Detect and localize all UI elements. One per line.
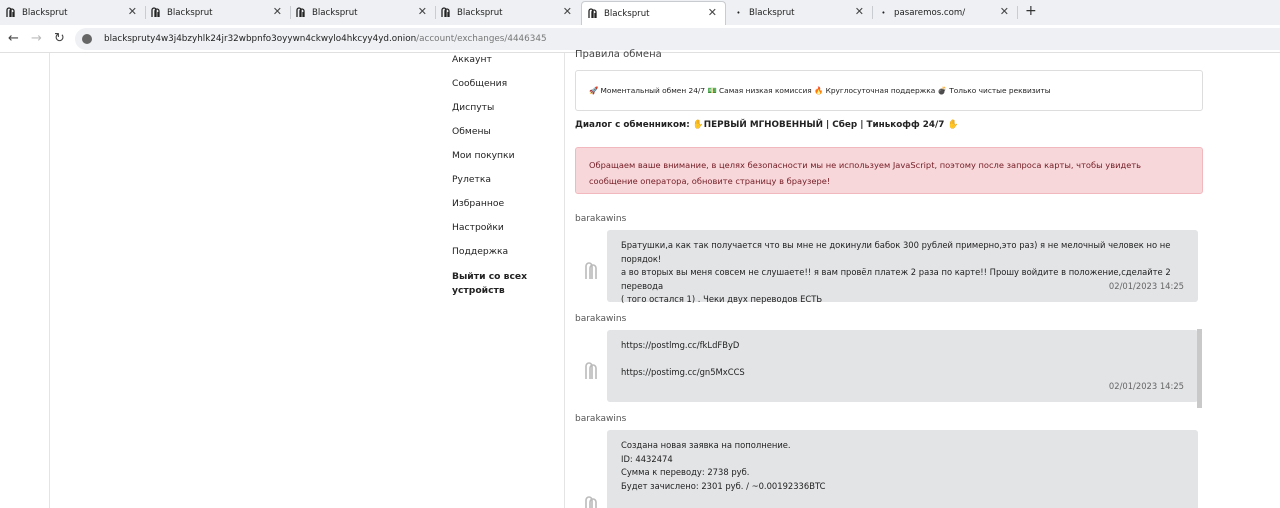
tab-title: Blacksprut	[749, 7, 795, 18]
menu-item-support[interactable]: Поддержка	[452, 246, 509, 257]
menu-item-messages[interactable]: Сообщения	[452, 78, 508, 89]
close-tab-icon[interactable]: ✕	[272, 5, 282, 18]
close-tab-icon[interactable]: ✕	[127, 5, 137, 18]
rules-title: Правила обмена	[575, 49, 662, 60]
tab-title: Blacksprut	[457, 7, 503, 18]
message-link[interactable]: https://postimg.cc/gn5MxCCS	[621, 367, 745, 378]
tab-title: Blacksprut	[604, 8, 650, 19]
security-alert: Обращаем ваше внимание, в целях безопасности мы не используем JavaScript, поэтому после запроса карты, чтобы увидеть сообщение оператора, обновите страницу в браузере!	[575, 147, 1203, 194]
scrollbar[interactable]	[1197, 329, 1202, 408]
back-arrow-icon[interactable]: ←	[8, 31, 19, 46]
reload-icon[interactable]: ↻	[54, 31, 65, 46]
browser-tab[interactable]	[0, 1, 145, 24]
menu-item-exchanges[interactable]: Обмены	[452, 126, 491, 137]
blacksprut-favicon-icon	[440, 7, 453, 19]
dialog-heading: Диалог с обменником: ✋ПЕРВЫЙ МГНОВЕННЫЙ | Сбер | Тинькофф 24/7 ✋	[575, 120, 959, 130]
avatar-logo-icon	[584, 494, 598, 508]
new-tab-icon[interactable]: +	[1025, 3, 1037, 19]
browser-tab[interactable]	[290, 1, 435, 24]
loading-favicon-icon: •	[881, 8, 886, 17]
tab-title: pasaremos.com/	[894, 7, 966, 18]
message-line: Будет зачислено: 2301 руб. / ~0.00192336BTC	[621, 480, 826, 491]
message-link[interactable]: https://postlmg.cc/fkLdFByD	[621, 340, 740, 350]
message-author: barakawins	[575, 314, 627, 324]
browser-tab[interactable]	[435, 1, 580, 24]
tab-title: Blacksprut	[312, 7, 358, 18]
menu-item-roulette[interactable]: Рулетка	[452, 174, 492, 185]
message-line: ID: 4432474	[621, 453, 673, 464]
rules-text: 🚀 Моментальный обмен 24/7 💵 Самая низкая комиссия 🔥 Круглосуточная поддержка 💣 Только чистые реквизиты	[589, 86, 1051, 95]
close-tab-icon[interactable]: ✕	[707, 6, 717, 19]
message-author: barakawins	[575, 214, 627, 224]
avatar-logo-icon	[584, 360, 598, 380]
close-tab-icon[interactable]: ✕	[562, 5, 572, 18]
divider	[49, 53, 50, 508]
menu-item-purchases[interactable]: Мои покупки	[452, 150, 515, 161]
loading-favicon-icon: •	[736, 8, 741, 17]
logout-all-devices-link[interactable]: Выйти со всех устройств	[452, 271, 528, 296]
menu-item-favorites[interactable]: Избранное	[452, 198, 505, 209]
message-bubble	[607, 230, 1198, 305]
message-author: barakawins	[575, 414, 627, 424]
message-line: ( того остался 1) . Чеки двух переводов ЕСТЬ	[621, 294, 823, 305]
message-line: Создана новая заявка на пополнение.	[621, 440, 791, 450]
rules-box	[575, 70, 1203, 111]
url-text: blacksprutу4w3j4bzyhlk24jr32wbpnfo3oyywn4ckwylo4hkcyy4yd.onion/account/exchanges/4446345	[104, 34, 547, 44]
browser-tab-active[interactable]	[581, 1, 726, 25]
message-bubble	[607, 330, 1198, 402]
site-info-icon[interactable]	[82, 34, 92, 44]
browser-tab[interactable]	[727, 1, 872, 24]
browser-tab[interactable]	[145, 1, 290, 24]
blacksprut-favicon-icon	[5, 7, 18, 19]
message-line: Сумма к переводу: 2738 руб.	[621, 467, 750, 478]
tab-title: Blacksprut	[22, 7, 68, 18]
message-timestamp: 02/01/2023 14:25	[1108, 281, 1184, 291]
blacksprut-favicon-icon	[295, 7, 308, 19]
menu-item-account[interactable]: Аккаунт	[452, 54, 492, 65]
blacksprut-favicon-icon	[150, 7, 163, 19]
menu-item-settings[interactable]: Настройки	[452, 222, 504, 233]
browser-tab[interactable]	[872, 1, 1017, 24]
message-line: а во вторых вы меня совсем не слушаете!! я вам провёл платеж 2 раза по карте!! Прошу войдите в положение,сделайте 2 перевода	[621, 267, 1171, 291]
tab-title: Blacksprut	[167, 7, 213, 18]
menu-item-disputes[interactable]: Диспуты	[452, 102, 495, 113]
close-tab-icon[interactable]: ✕	[999, 5, 1009, 18]
message-line: Братушки,а как так получается что вы мне не докинули бабок 300 рублей примерно,это раз) я не мелочный человек но не порядок!	[621, 240, 1171, 264]
tab-strip	[0, 0, 1280, 25]
divider	[564, 53, 565, 508]
message-spacer	[621, 353, 1184, 367]
message-bubble	[607, 430, 1198, 508]
forward-arrow-icon[interactable]: →	[31, 31, 42, 46]
url-field[interactable]	[75, 28, 1280, 50]
close-tab-icon[interactable]: ✕	[417, 5, 427, 18]
blacksprut-favicon-icon	[587, 8, 600, 20]
avatar-logo-icon	[584, 260, 598, 280]
account-menu	[452, 54, 552, 294]
message-timestamp: 02/01/2023 14:25	[1108, 381, 1184, 391]
close-tab-icon[interactable]: ✕	[854, 5, 864, 18]
